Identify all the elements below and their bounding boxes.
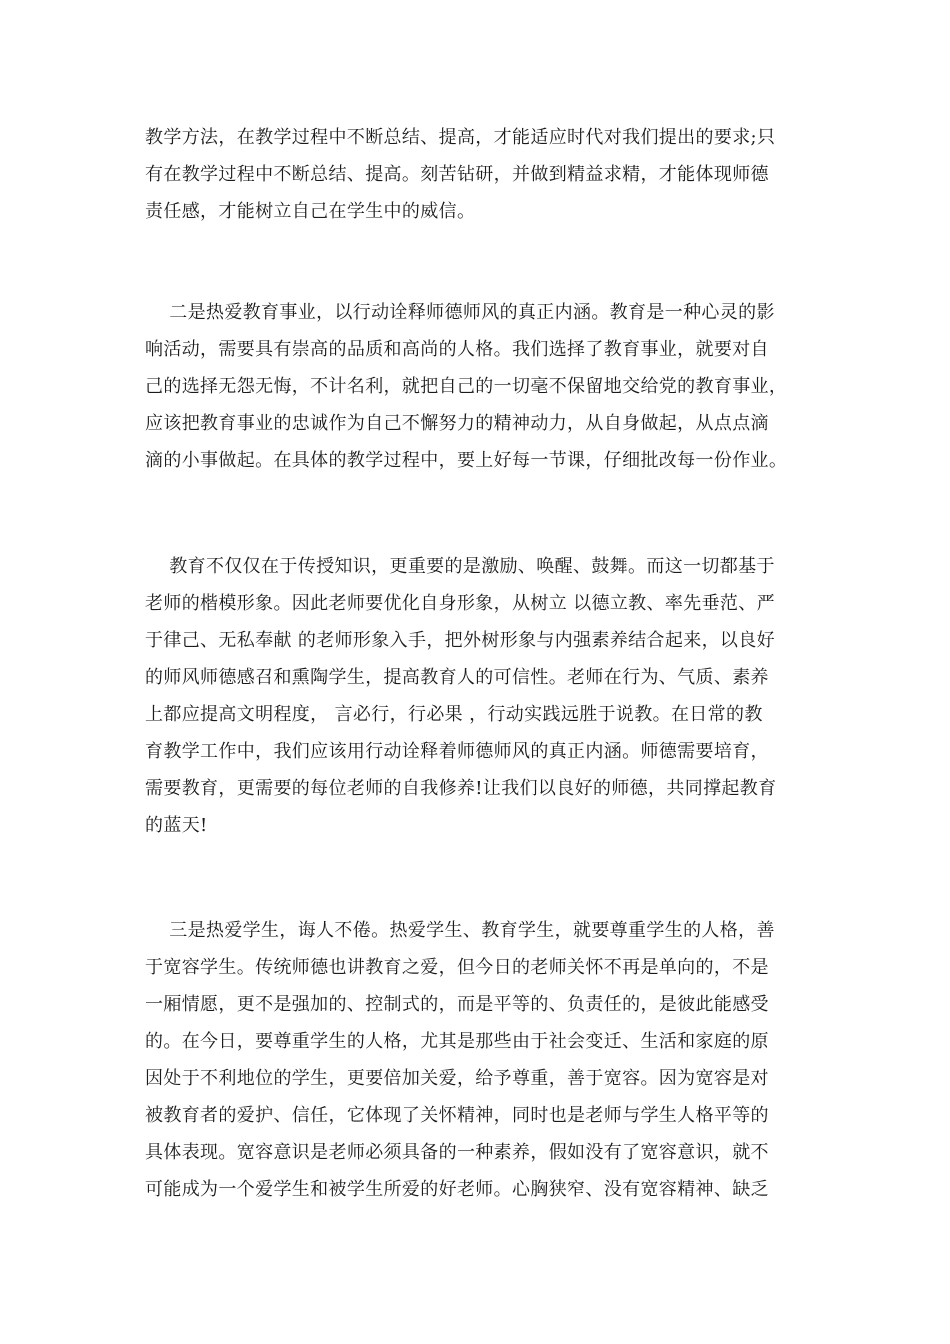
text-line: 因处于不利地位的学生，更要倍加关爱，给予尊重，善于宽容。因为宽容是对 [145, 1068, 769, 1089]
text-line: 上都应提高文明程度， 言必行，行必果 ，行动实践远胜于说教。在日常的教 [145, 704, 763, 725]
paragraph-4 [145, 912, 815, 1208]
text-line: 响活动，需要具有崇高的品质和高尚的人格。我们选择了教育事业，就要对自 [145, 339, 769, 360]
text-line: 需要教育，更需要的每位老师的自我修养!让我们以良好的师德，共同撑起教育 [145, 778, 777, 799]
text-line: 于律己、无私奉献 的老师形象入手，把外树形象与内强素养结合起来，以良好 [145, 630, 775, 651]
text-line: 有在教学过程中不断总结、提高。刻苦钻研，并做到精益求精，才能体现师德 [145, 164, 769, 185]
text-line: 应该把教育事业的忠诚作为自己不懈努力的精神动力，从自身做起，从点点滴 [145, 413, 769, 434]
paragraph-3 [145, 548, 815, 844]
text-line: 教育不仅仅在于传授知识，更重要的是激励、唤醒、鼓舞。而这一切都基于 [145, 556, 775, 577]
text-line: 被教育者的爱护、信任，它体现了关怀精神，同时也是老师与学生人格平等的 [145, 1105, 769, 1126]
text-line: 二是热爱教育事业，以行动诠释师德师风的真正内涵。教育是一种心灵的影 [145, 302, 775, 323]
text-line: 己的选择无怨无悔，不计名利，就把自己的一切毫不保留地交给党的教育事业， [145, 376, 788, 397]
text-line: 的。在今日，要尊重学生的人格，尤其是那些由于社会变迁、生活和家庭的原 [145, 1031, 769, 1052]
text-line: 滴的小事做起。在具体的教学过程中，要上好每一节课，仔细批改每一份作业。 [145, 450, 788, 471]
paragraph-2 [145, 294, 815, 479]
text-line: 的蓝天! [145, 815, 208, 836]
text-line: 老师的楷模形象。因此老师要优化自身形象，从树立 以德立教、率先垂范、严 [145, 593, 775, 614]
text-line: 具体表现。宽容意识是老师必须具备的一种素养，假如没有了宽容意识，就不 [145, 1142, 769, 1163]
text-line: 于宽容学生。传统师德也讲教育之爱，但今日的老师关怀不再是单向的，不是 [145, 957, 769, 978]
paragraph-1 [145, 119, 815, 230]
text-line: 三是热爱学生，诲人不倦。热爱学生、教育学生，就要尊重学生的人格，善 [145, 920, 775, 941]
text-line: 一厢情愿，更不是强加的、控制式的，而是平等的、负责任的，是彼此能感受 [145, 994, 769, 1015]
text-line: 可能成为一个爱学生和被学生所爱的好老师。心胸狭窄、没有宽容精神、缺乏 [145, 1179, 769, 1200]
text-line: 的师风师德感召和熏陶学生，提高教育人的可信性。老师在行为、气质、素养 [145, 667, 769, 688]
text-line: 责任感，才能树立自己在学生中的威信。 [145, 201, 476, 222]
text-line: 育教学工作中，我们应该用行动诠释着师德师风的真正内涵。师德需要培育， [145, 741, 769, 762]
text-line: 教学方法，在教学过程中不断总结、提高，才能适应时代对我们提出的要求;只 [145, 127, 776, 148]
